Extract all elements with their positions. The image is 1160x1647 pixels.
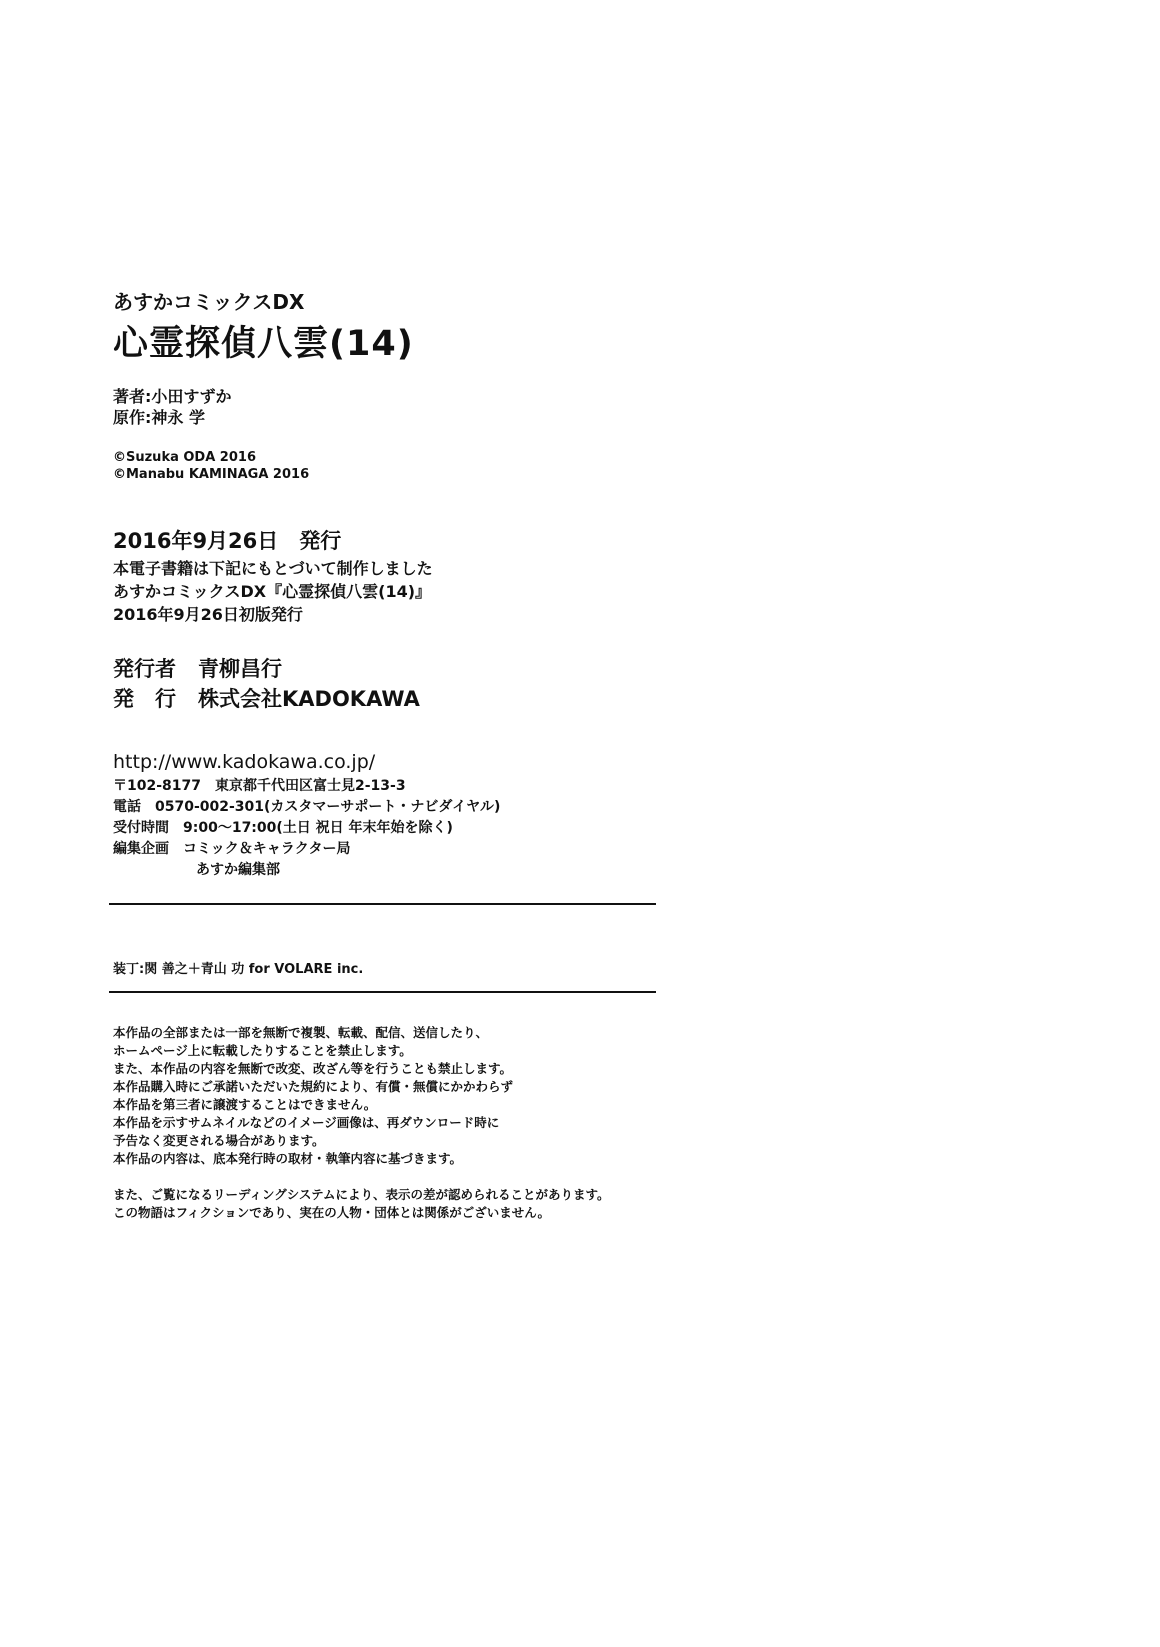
legal-note: 本作品を第三者に譲渡することはできません。 — [113, 1097, 377, 1112]
legal-note: 本作品購入時にご承諾いただいた規約により、有償・無償にかかわらず — [113, 1079, 514, 1094]
design-credit: 装丁:関 善之＋青山 功 for VOLARE inc. — [113, 962, 364, 977]
divider-bottom — [109, 991, 656, 993]
copyright-author: ©Suzuka ODA 2016 — [113, 450, 256, 465]
footer-note: この物語はフィクションであり、実在の人物・団体とは関係がございません。 — [113, 1205, 551, 1220]
legal-note: ホームページ上に転載したりすることを禁止します。 — [113, 1043, 412, 1058]
ebook-note-line: 本電子書籍は下記にもとづいて制作しました — [113, 559, 433, 578]
publisher-row — [113, 689, 420, 710]
divider-top — [109, 903, 656, 905]
editorial-line: 編集企画 コミック＆キャラクター局 — [113, 841, 351, 857]
ebook-note-line: あすかコミックスDX『心霊探偵八雲(14)』 — [113, 582, 432, 601]
author-credit: 著者:小田すずか — [113, 387, 232, 406]
hours-line: 受付時間 9:00〜17:00(土日 祝日 年末年始を除く) — [113, 820, 453, 836]
editorial-department: あすか編集部 — [196, 862, 280, 878]
legal-note: 本作品の内容は、底本発行時の取材・執筆内容に基づきます。 — [113, 1151, 463, 1166]
legal-note: 本作品の全部または一部を無断で複製、転載、配信、送信したり、 — [113, 1025, 489, 1040]
publisher-name: 株式会社KADOKAWA — [198, 687, 420, 711]
legal-note: 予告なく変更される場合があります。 — [113, 1133, 325, 1148]
publisher-url-link[interactable]: http://www.kadokawa.co.jp/ — [113, 751, 376, 773]
address-line: 〒102-8177 東京都千代田区富士見2-13-3 — [113, 778, 406, 794]
phone-line: 電話 0570-002-301(カスタマーサポート・ナビダイヤル) — [113, 799, 501, 815]
ebook-note-line: 2016年9月26日初版発行 — [113, 605, 303, 624]
publisher-person-row — [113, 659, 282, 680]
legal-note: 本作品を示すサムネイルなどのイメージ画像は、再ダウンロード時に — [113, 1115, 500, 1130]
publisher-person-name: 青柳昌行 — [198, 657, 282, 681]
publisher-label: 発 行 — [113, 687, 176, 711]
original-credit: 原作:神永 学 — [113, 408, 205, 427]
publisher-person-label: 発行者 — [113, 657, 176, 681]
footer-note: また、ご覧になるリーディングシステムにより、表示の差が認められることがあります。 — [113, 1187, 610, 1202]
issue-date: 2016年9月26日 発行 — [113, 529, 342, 553]
series-label: あすかコミックスDX — [113, 290, 305, 314]
copyright-original: ©Manabu KAMINAGA 2016 — [113, 467, 310, 482]
legal-note: また、本作品の内容を無断で改変、改ざん等を行うことも禁止します。 — [113, 1061, 513, 1076]
book-title: 心霊探偵八雲(14) — [113, 324, 414, 364]
